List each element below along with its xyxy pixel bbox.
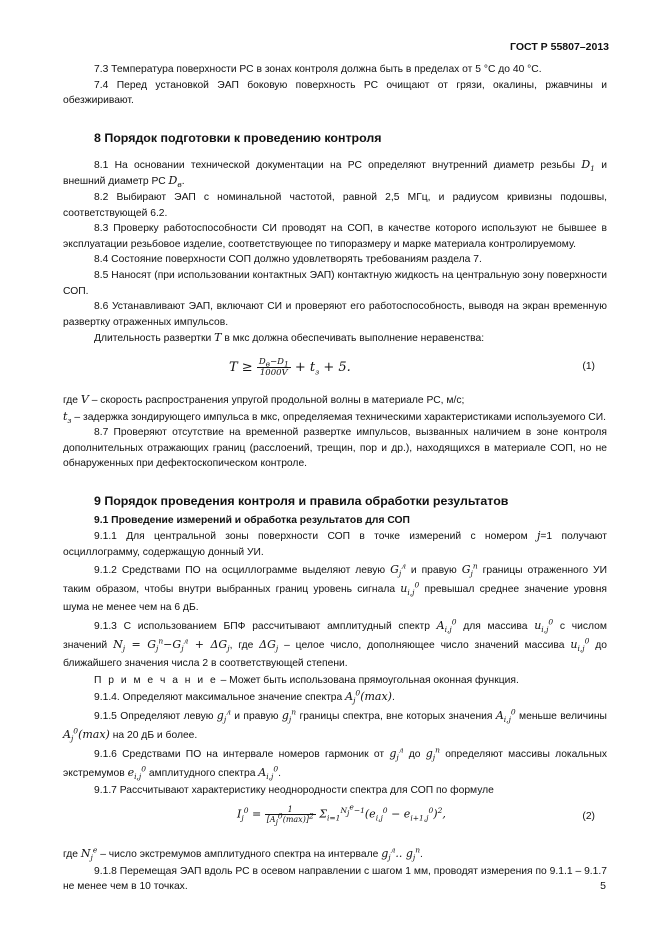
equation-2: $I_j^0$ = $\frac{1}{[A_j^0(\max)]^2}$ $\Sigma_{i=1}^{N_j^e-1}(e_{i,j}^0 - e_{i+1,j}^0)^2$, (2) [237,802,595,827]
paragraph-9-1-3: 9.1.3 С использованием БПФ рассчитывают амплитудный спектр $A_{i,j}^0$ для массива $u_{i,j}^0$ с числом значений $N_j = G_j^п-G_j^л + \Delta G_j$, где $\Delta G_j$ – целое число, дополняющее число значений массива $u_{i,j}^0$ до ближайшего значения числа 2 в соответствующей степени. [63,617,607,669]
equation-1: T ≥ $\frac{D_в-D_1}{1000V}$ + $t_з + 5$. (1) [229,356,595,378]
paragraph-8-2: 8.2 Выбирают ЭАП с номинальной частотой, равной 2,5 МГц, и радиусом кривизны подошвы, соответствующей 6.2. [63,191,607,219]
document-header: ГОСТ Р 55807–2013 [510,41,609,53]
math-dv: $D_в$ [168,174,182,190]
paragraph-9-1-7: 9.1.7 Рассчитывают характеристику неоднородности спектра для СОП по формуле [94,785,494,797]
paragraph-where-t: $t_з$ – задержка зондирующего импульса в мкс, определяемая техническими характеристиками используемого СИ. [63,409,606,425]
paragraph-9-1-6: 9.1.6 Средствами ПО на интервале номеров гармоник от $g_j^л$ до $g_j^п$ определяют массивы локальных экстремумов $e_{i,j}^0$ амплитудного спектра $A_{i,j}^0$. [63,745,607,782]
paragraph-9-1-1: 9.1.1 Для центральной зоны поверхности СОП в точке измерений с номером j=1 получают осциллограмму, содержащую донный УИ. [63,529,607,559]
paragraph-9-1-8: 9.1.8 Перемещая ЭАП вдоль РС в осевом направлении с шагом 1 мм, проводят измерения по 9.1.1 – 9.1.7 не менее чем в 10 точках. [63,865,607,893]
equation-1-number: (1) [582,360,595,372]
paragraph-8-3: 8.3 Проверку работоспособности СИ проводят на СОП, в качестве которого используют не бывшее в эксплуатации резьбовое изделие, соответствующее по типоразмеру и марке материала контролируемому. [63,223,607,250]
document-body [63,62,607,895]
subsection-9-1-title: 9.1 Проведение измерений и обработка результатов для СОП [94,514,410,526]
paragraph-9-1-5: 9.1.5 Определяют левую $g_j^л$ и правую $g_j^п$ границы спектра, вне которых значения $A_{i,j}^0$ меньше величины $A_j^0(\max)$ на 20 дБ и более. [63,707,607,744]
paragraph-where-v: где V – скорость распространения упругой продольной волны в материале РС, м/с; [63,392,465,406]
paragraph-8-6: 8.6 Устанавливают ЭАП, включают СИ и проверяют его работоспособность, выводя на экран временную развертку отраженных импульсов. [63,301,607,328]
note: П р и м е ч а н и е – Может быть использована прямоугольная оконная функция. [94,674,519,686]
section-8-title: 8 Порядок подготовки к проведению контроля [94,130,382,145]
paragraph-7-3: 7.3 Температура поверхности РС в зонах контроля должна быть в пределах от 5 °С до 40 °С. [94,64,542,75]
paragraph-8-1: 8.1 На основании технической документации на РС определяют внутренний диаметр резьбы $D_1$ и внешний диаметр РС $D_в$. [63,157,607,190]
paragraph-8-7: 8.7 Проверяют отсутствие на временной развертке импульсов, вызванных наличием в зоне контроля дополнительных отражающих границ (расслоений, трещин, пор и др.), находящихся в материале СОП, но не обнаруженных при дефектоскопическом контроле. [63,427,607,470]
paragraph-9-1-2: 9.1.2 Средствами ПО на осциллограмме выделяют левую $G_j^л$ и правую $G_j^п$ границы отраженного УИ таким образом, чтобы внутри выбранных границ уровень сигнала $u_{i,j}^0$ превышал среднее значение уровня шума не менее чем на 6 дБ. [63,561,607,613]
paragraph-where-n: где $N_j^e$ – число экстремумов амплитудного спектра на интервале $g_j^л$.. $g_j^п$. [63,845,423,863]
equation-2-number: (2) [582,810,595,822]
paragraph-9-1-4: 9.1.4. Определяют максимальное значение спектра $A_j^0(\max)$. [94,688,395,706]
paragraph-8-4: 8.4 Состояние поверхности СОП должно удовлетворять требованиям раздела 7. [94,254,482,266]
paragraph-7-4: 7.4 Перед установкой ЭАП боковую поверхность РС очищают от грязи, окалины, ржавчины и обезжиривают. [63,79,607,107]
paragraph-duration: Длительность развертки T в мкс должна обеспечивать выполнение неравенства: [94,331,485,345]
section-9-title: 9 Порядок проведения контроля и правила обработки результатов [94,493,509,508]
page-number: 5 [600,880,606,892]
math-d1: $D_1$ [581,157,595,173]
paragraph-8-5: 8.5 Наносят (при использовании контактных ЭАП) контактную жидкость на центральную зону поверхности СОП. [63,269,607,297]
